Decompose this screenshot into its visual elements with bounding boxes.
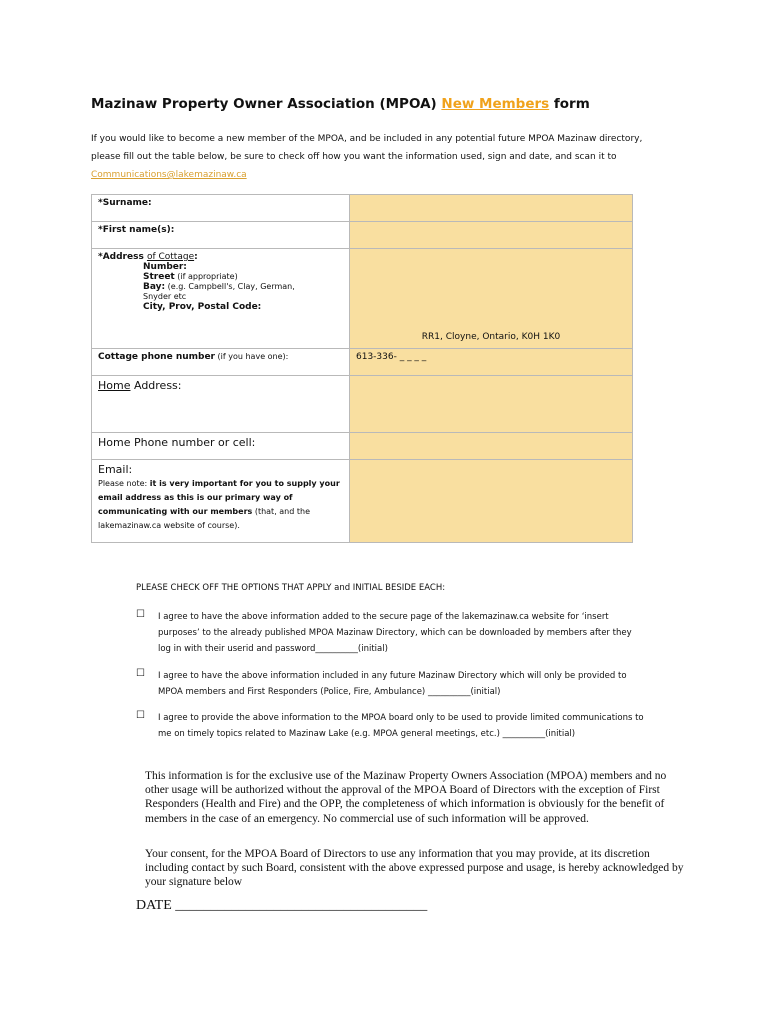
email-link[interactable]: Communications@lakemazinaw.ca — [91, 170, 247, 180]
options-heading: PLEASE CHECK OFF THE OPTIONS THAT APPLY and INITIAL BESIDE EACH: — [136, 583, 446, 593]
first-name-field[interactable] — [350, 222, 633, 249]
cottage-phone-label: Cottage phone number (if you have one): — [92, 349, 350, 376]
cottage-address-label: *Address of Cottage: Number: Street (if appropriate) Bay: (e.g. Campbell's, Clay, German, Snyder etc City, Prov, Postal Code: — [92, 249, 350, 349]
disclaimer-paragraph: This information is for the exclusive use of the Mazinaw Property Owners Association (MPOA) members and no other usage will be authorized without the approval of the MPOA Board of Directors with the exception of First Responders (Health and Fire) and the OPP, the completeness of which information is obviously for the benefit of members in the case of an emergency. No commercial use of such information will be approved. — [145, 770, 667, 825]
option-item — [136, 609, 646, 657]
address-city-label: City, Prov, Postal Code: — [143, 302, 262, 312]
option-item — [136, 710, 646, 742]
title-part1: Mazinaw Property Owner Association (MPOA) — [91, 96, 437, 112]
address-street-label: Street (if appropriate) — [143, 272, 238, 282]
checkbox[interactable]: ☐ — [136, 668, 145, 679]
email-label: Email: Please note: it is very important for you to supply your email address as this is our primary way of communicating with our members (that, and the lakemazinaw.ca website of course). — [92, 460, 350, 543]
address-number-label: Number: — [143, 262, 187, 272]
city-value: RR1, Cloyne, Ontario, K0H 1K0 — [421, 332, 561, 342]
cottage-phone-value: 613-336- _ _ _ _ — [356, 352, 427, 362]
member-form-table — [91, 194, 633, 543]
option-text: I agree to provide the above information to the MPOA board only to be used to provide limited communications to me on timely topics related to Mazinaw Lake (e.g. MPOA general meetings, etc.) __________(initial) — [158, 713, 644, 739]
option-item — [136, 668, 646, 700]
option-text: I agree to have the above information added to the secure page of the lakemazinaw.ca website for ‘insert purposes’ to the already published MPOA Mazinaw Directory, which can be downloaded by members after they log in with their userid and password__________(initial) — [158, 612, 632, 654]
address-of-cottage: of Cottage — [146, 252, 195, 262]
home-address-label: Home Address: — [92, 376, 350, 433]
home-phone-label: Home Phone number or cell: — [92, 433, 350, 460]
intro-line-1: If you would like to become a new member of the MPOA, and be included in any potential future MPOA Mazinaw directory, — [91, 134, 643, 144]
option-text: I agree to have the above information included in any future Mazinaw Directory which will only be provided to MPOA members and First Responders (Police, Fire, Ambulance) __________(initial) — [158, 671, 627, 697]
home-phone-field[interactable] — [350, 433, 633, 460]
surname-label: *Surname: — [92, 195, 350, 222]
title-highlight: New Members — [441, 96, 550, 112]
page-title — [91, 96, 590, 112]
home-address-field[interactable] — [350, 376, 633, 433]
cottage-phone-field[interactable] — [350, 349, 633, 376]
address-bay-label: Bay: (e.g. Campbell's, Clay, German, Snyder etc — [143, 282, 295, 301]
checkbox[interactable]: ☐ — [136, 710, 145, 721]
date-line[interactable]: DATE ____________________________________ — [136, 898, 428, 913]
intro-text — [91, 130, 681, 184]
surname-field[interactable] — [350, 195, 633, 222]
cottage-address-field[interactable] — [350, 249, 633, 349]
consent-paragraph: Your consent, for the MPOA Board of Directors to use any information that you may provide, at its discretion including contact by such Board, consistent with the above expressed purpose and usage, is hereby acknowledged by your signature below — [145, 848, 684, 889]
first-name-label: *First name(s): — [92, 222, 350, 249]
intro-line-2: please fill out the table below, be sure to check off how you want the information used, sign and date, and scan it to — [91, 152, 617, 162]
checkbox[interactable]: ☐ — [136, 609, 145, 620]
address-prefix: *Address — [98, 252, 147, 262]
email-field[interactable] — [350, 460, 633, 543]
title-part2: form — [553, 96, 590, 112]
